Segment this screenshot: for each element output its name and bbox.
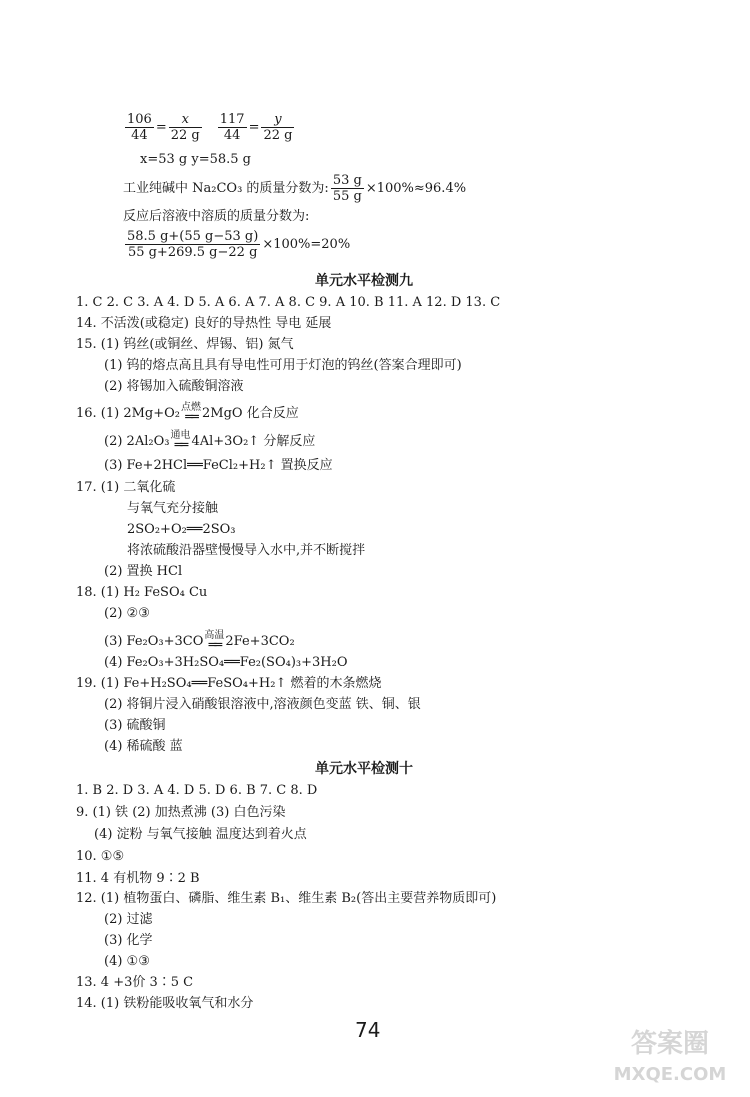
answer-line: (3) 化学 bbox=[104, 933, 153, 948]
answer-line: 17. (1) 二氧化硫 bbox=[76, 480, 176, 495]
equation-line: (2) 2Al₂O₃ 通电 ══ 4Al+3O₂↑ 分解反应 bbox=[104, 430, 316, 453]
answer-line: 11. 4 有机物 9∶2 B bbox=[76, 871, 200, 886]
answer-line: 与氧气充分接触 bbox=[127, 501, 219, 516]
equation-line: (3) Fe₂O₃+3CO 高温 ══ 2Fe+3CO₂ bbox=[104, 630, 295, 653]
watermark-logo bbox=[600, 1020, 740, 1090]
equation-line: (4) Fe₂O₃+3H₂SO₄══Fe₂(SO₄)₃+3H₂O bbox=[104, 655, 348, 670]
answer-line: 14. 不活泼(或稳定) 良好的导热性 导电 延展 bbox=[76, 316, 332, 331]
calc-solution-fraction: $\frac{58.5 g+(55 g-53 g)}{55 g+269.5 g-22 g}$ ×100%=20% bbox=[127, 229, 351, 260]
answer-line: 18. (1) H₂ FeSO₄ Cu bbox=[76, 585, 208, 600]
watermark-url: MXQE.COM bbox=[613, 1064, 727, 1085]
answer-line: 1. C 2. C 3. A 4. D 5. A 6. A 7. A 8. C 9. A 10. B 11. A 12. D 13. C bbox=[76, 295, 501, 310]
watermark-text: 答案圈 bbox=[630, 1029, 710, 1059]
answer-line: 14. (1) 铁粉能吸收氧气和水分 bbox=[76, 996, 254, 1011]
section-title-9: 单元水平检测九 bbox=[315, 273, 413, 289]
equation-line: (3) Fe+2HCl══FeCl₂+H₂↑ 置换反应 bbox=[104, 458, 333, 473]
equation-line: 16. (1) 2Mg+O₂ 点燃 ══ 2MgO 化合反应 bbox=[76, 402, 299, 425]
calc-ratio-equations: $\frac{106}{44}$ = $\frac{x}{22 g}$ $\frac{117}{44}$ = $\frac{y}{22 g}$ bbox=[127, 112, 293, 143]
section-title-10: 单元水平检测十 bbox=[315, 761, 413, 777]
answer-line: 9. (1) 铁 (2) 加热煮沸 (3) 白色污染 bbox=[76, 805, 286, 820]
answer-line: 19. (1) Fe+H₂SO₄══FeSO₄+H₂↑ 燃着的木条燃烧 bbox=[76, 676, 382, 691]
answer-line: 13. 4 +3价 3∶5 C bbox=[76, 975, 194, 990]
answer-line: 2SO₂+O₂══2SO₃ bbox=[127, 522, 236, 537]
answer-line: (2) 将锡加入硫酸铜溶液 bbox=[104, 379, 244, 394]
answer-line: (2) 将铜片浸入硝酸银溶液中,溶液颜色变蓝 铁、铜、银 bbox=[104, 697, 421, 712]
calc-solution-label: 反应后溶液中溶质的质量分数为: bbox=[123, 209, 310, 224]
answer-line: (1) 钨的熔点高且具有导电性可用于灯泡的钨丝(答案合理即可) bbox=[104, 358, 462, 373]
fraction: $\frac{58.5 g+(55 g-53 g)}{55 g+269.5 g-22 g}$ bbox=[127, 229, 259, 260]
answer-line: (4) 稀硫酸 蓝 bbox=[104, 739, 183, 754]
page-number: 74 bbox=[355, 1018, 381, 1042]
fraction: $\frac{x}{22 g}$ bbox=[170, 112, 200, 143]
answer-line: (2) ②③ bbox=[104, 606, 150, 621]
answer-line: 1. B 2. D 3. A 4. D 5. D 6. B 7. C 8. D bbox=[76, 783, 318, 798]
reaction-condition: 点燃 ══ bbox=[181, 402, 202, 425]
answer-line: 12. (1) 植物蛋白、磷脂、维生素 B₁、维生素 B₂(答出主要营养物质即可) bbox=[76, 891, 497, 906]
answer-line: (3) 硫酸铜 bbox=[104, 718, 166, 733]
calc-mass-fraction: 工业纯碱中 Na₂CO₃ 的质量分数为: $\frac{53 g}{55 g}$ ×100%≈96.4% bbox=[123, 173, 467, 204]
answer-line: (2) 置换 HCl bbox=[104, 564, 183, 579]
answer-line: (4) 淀粉 与氧气接触 温度达到着火点 bbox=[94, 827, 307, 842]
answer-line: 15. (1) 钨丝(或铜丝、焊锡、铝) 氮气 bbox=[76, 337, 294, 352]
answer-line: 10. ①⑤ bbox=[76, 849, 125, 864]
answer-line: (2) 过滤 bbox=[104, 912, 153, 927]
answer-line: 将浓硫酸沿器壁慢慢导入水中,并不断搅拌 bbox=[127, 543, 366, 558]
reaction-condition: 高温 ══ bbox=[204, 630, 225, 653]
calc-results: x=53 g y=58.5 g bbox=[140, 152, 251, 167]
fraction: $\frac{y}{22 g}$ bbox=[263, 112, 293, 143]
fraction: $\frac{106}{44}$ bbox=[127, 112, 152, 143]
answer-line: (4) ①③ bbox=[104, 954, 150, 969]
reaction-condition: 通电 ══ bbox=[170, 430, 191, 453]
fraction: $\frac{53 g}{55 g}$ bbox=[332, 173, 362, 204]
fraction: $\frac{117}{44}$ bbox=[219, 112, 245, 143]
